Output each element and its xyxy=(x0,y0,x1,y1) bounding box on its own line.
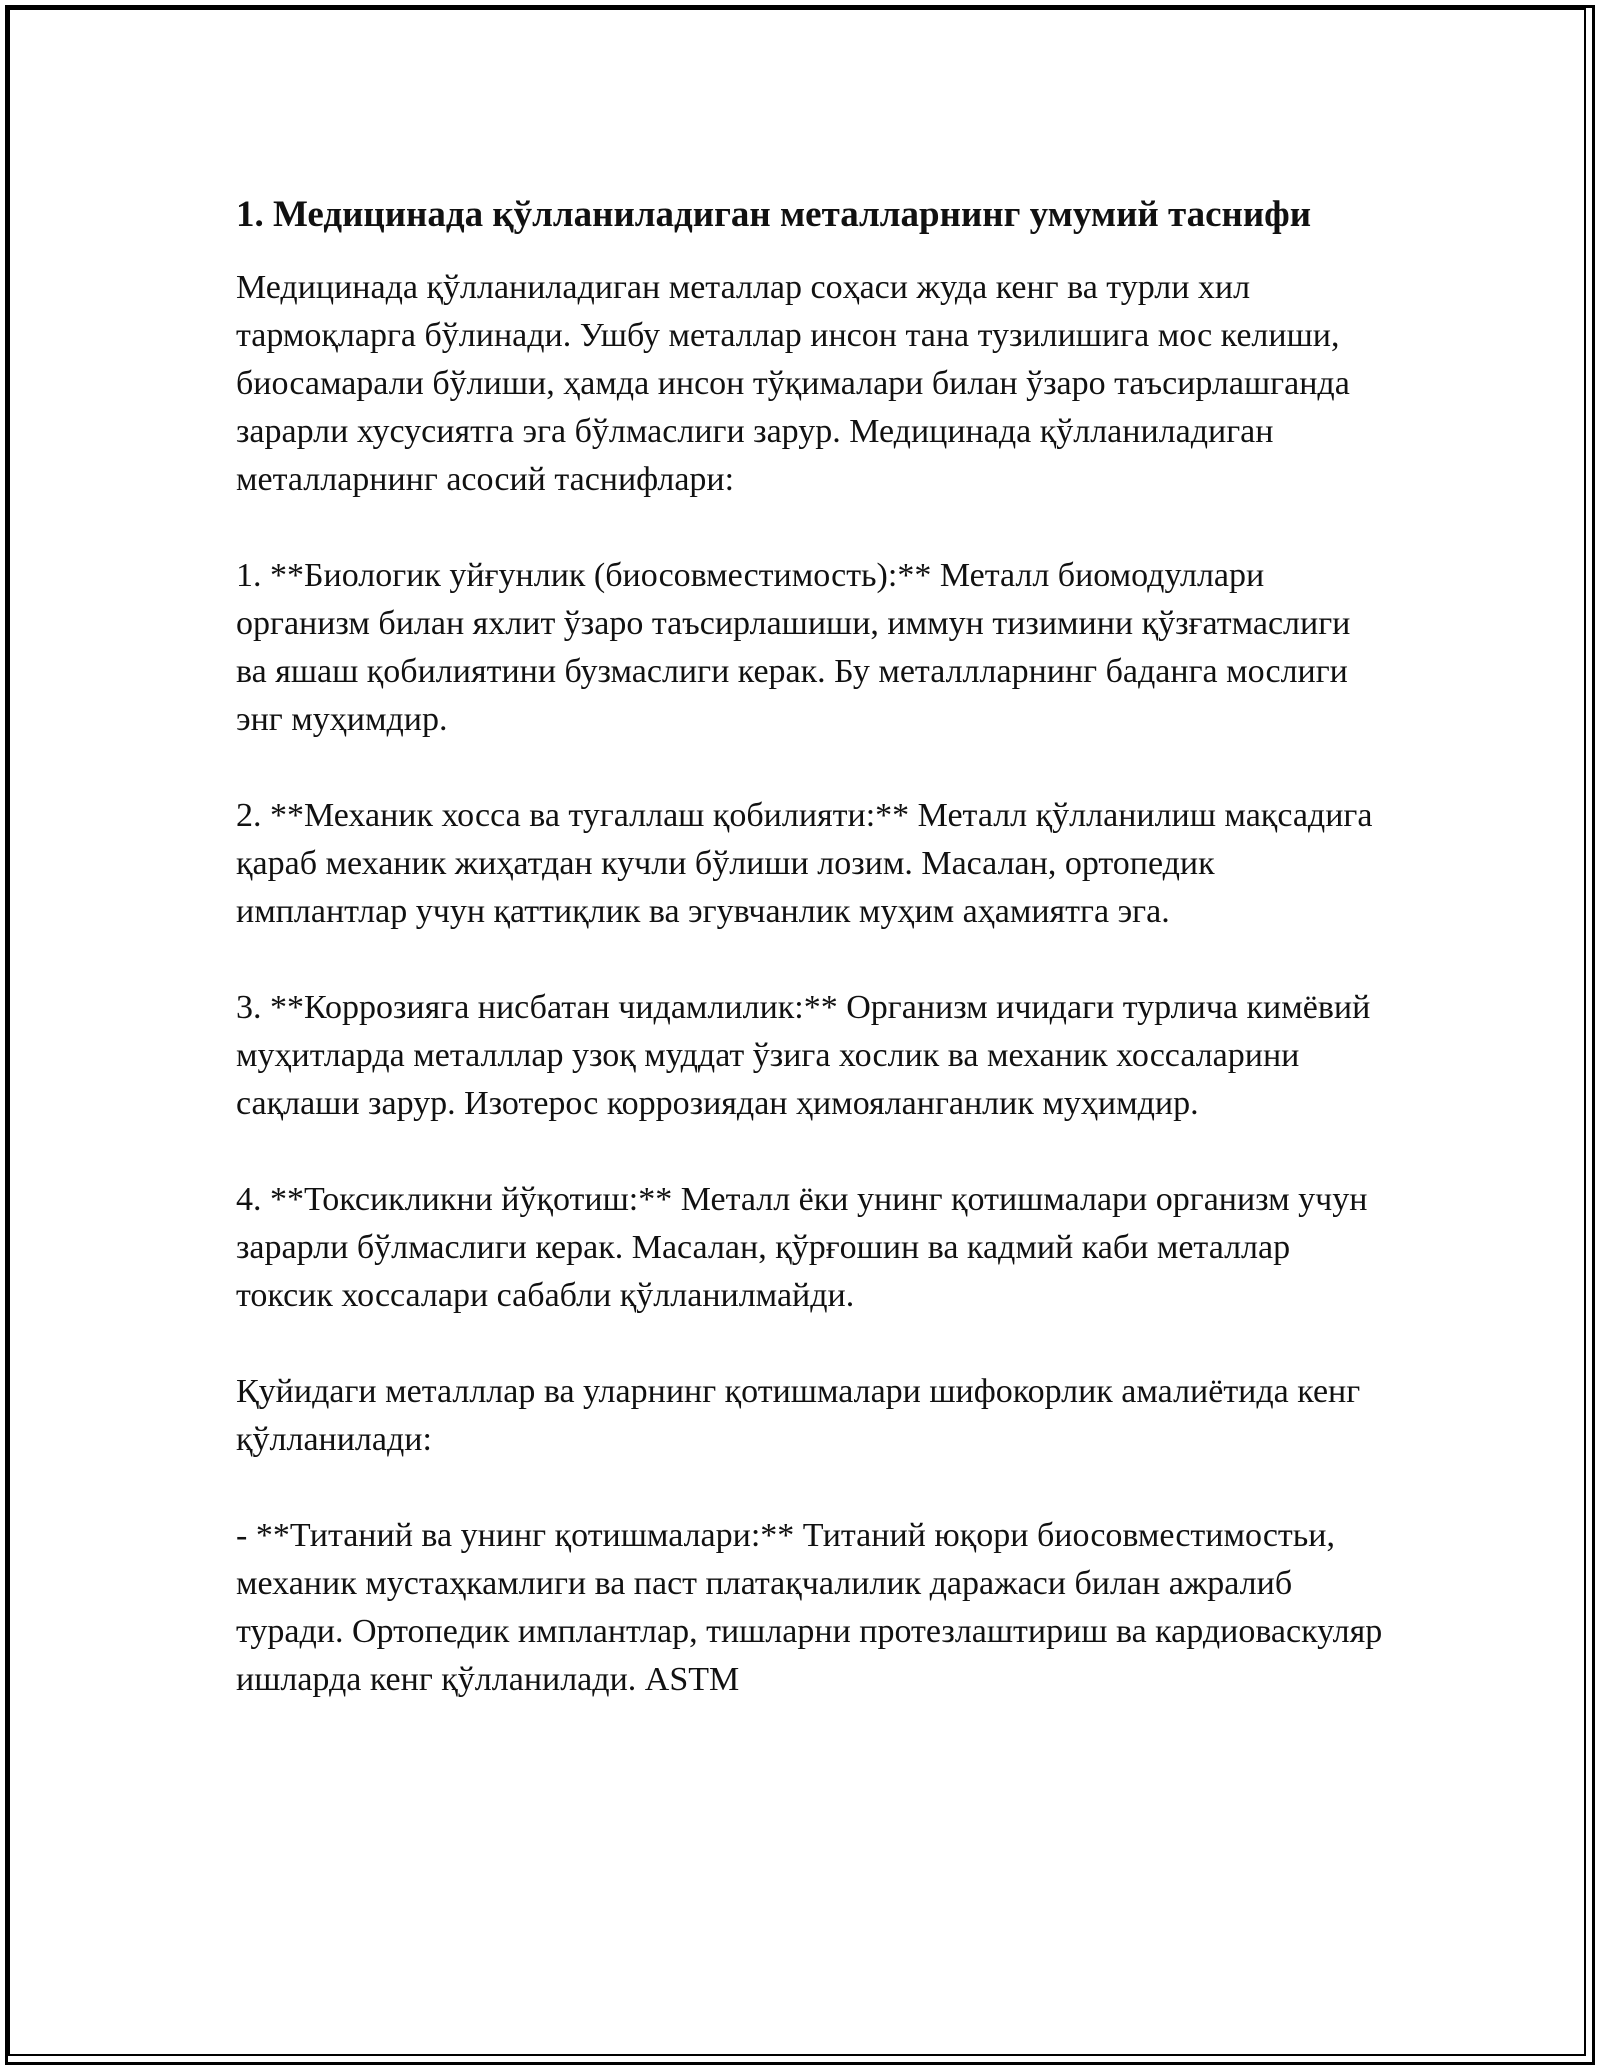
paragraph-item-1: 1. **Биологик уйғунлик (биосовместимость):** Металл биомодуллари организм билан яхлит ўзаро таъсирлашиши, иммун тизимини қўзғатмаслиги ва яшаш қобилиятини бузмаслиги керак. Бу металлларнинг баданга мослиги энг муҳимдир. xyxy=(236,557,1351,738)
paragraph-item-3: 3. **Коррозияга нисбатан чидамлилик:** Организм ичидаги турлича кимёвий муҳитларда металллар узоқ муддат ўзига хослик ва механик хоссаларини сақлаши зарур. Изотерос коррозиядан ҳимояланганлик муҳимдир. xyxy=(236,989,1371,1122)
paragraph-item-2: 2. **Механик хосса ва тугаллаш қобилияти:** Металл қўлланилиш мақсадига қараб механик жиҳатдан кучли бўлиши лозим. Масалан, ортопедик имплантлар учун қаттиқлик ва эгувчанлик муҳим аҳамиятга эга. xyxy=(236,797,1373,930)
paragraph-metals-intro: Қуйидаги металллар ва уларнинг қотишмалари шифокорлик амалиётида кенг қўлланилади: xyxy=(236,1373,1361,1458)
document-title: 1. Медицинада қўлланиладиган металларнинг умумий таснифи xyxy=(236,194,1312,235)
paragraph-titanium: - **Титаний ва унинг қотишмалари:** Титаний юқори биосовместимостьи, механик мустаҳкамлиги ва паст платақчалилик даражаси билан ажралиб туради. Ортопедик имплантлар, тишларни протезлаштириш ва кардиоваскуляр ишларда кенг қўлланилади. ASTM xyxy=(236,1517,1383,1698)
paragraph-intro: Медицинада қўлланиладиган металлар соҳаси жуда кенг ва турли хил тармоқларга бўлинади. Ушбу металлар инсон тана тузилишига мос келиши, биосамарали бўлиши, ҳамда инсон тўқималари билан ўзаро таъсирлашганда зарарли хусусиятга эга бўлмаслиги зарур. Медицинада қўлланиладиган металларнинг асосий таснифлари: xyxy=(236,269,1350,498)
paragraph-item-4: 4. **Токсикликни йўқотиш:** Металл ёки унинг қотишмалари организм учун зарарли бўлмаслиги керак. Масалан, қўрғошин ва кадмий каби металлар токсик хоссалари сабабли қўлланилмайди. xyxy=(236,1181,1368,1314)
document-body xyxy=(236,188,1386,1752)
